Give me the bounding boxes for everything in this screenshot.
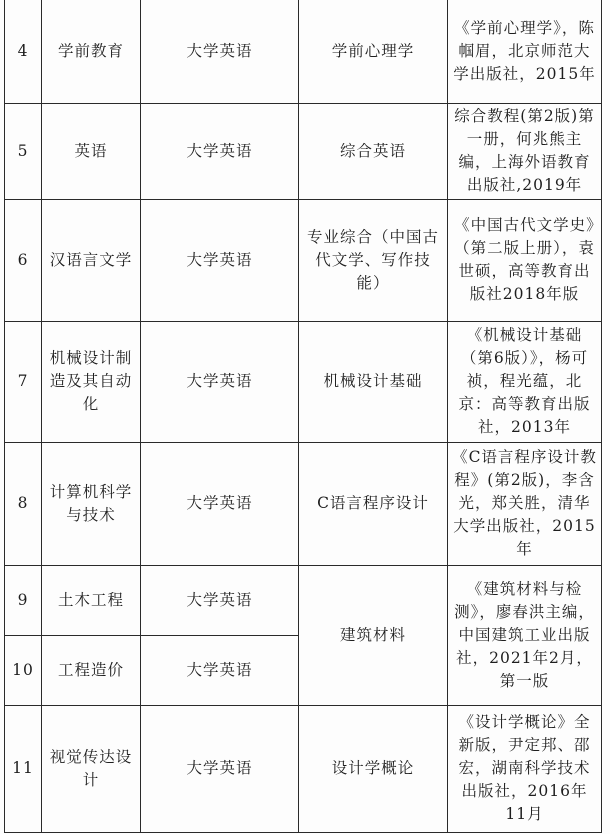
row-number: 7 [5,321,42,442]
major-cell: 土木工程 [42,565,141,635]
exam-subject-cell: 大学英语 [141,199,299,321]
major-cell: 英语 [42,103,141,199]
row-number: 4 [5,0,42,103]
course-cell: 机械设计基础 [299,321,448,442]
course-cell: 建筑材料 [299,565,448,705]
textbook-cell: 《学前心理学》，陈帼眉，北京师范大学出版社，2015年 [448,0,602,103]
course-table [4,0,602,833]
major-cell: 计算机科学与技术 [42,442,141,565]
major-cell: 学前教育 [42,0,141,103]
textbook-cell: 《建筑材料与检测》，廖春洪主编，中国建筑工业出版社，2021年2月，第一版 [448,565,602,705]
row-number: 5 [5,103,42,199]
major-cell: 机械设计制造及其自动化 [42,321,141,442]
course-cell: 综合英语 [299,103,448,199]
course-cell: C语言程序设计 [299,442,448,565]
textbook-cell: 《机械设计基础（第6版）》，杨可祯，程光蕴，北京：高等教育出版社，2013年 [448,321,602,442]
exam-subject-cell: 大学英语 [141,565,299,635]
row-number: 9 [5,565,42,635]
major-cell: 汉语言文学 [42,199,141,321]
course-cell: 专业综合（中国古代文学、写作技能） [299,199,448,321]
textbook-cell: 《设计学概论》全新版，尹定邦、邵宏，湖南科学技术出版社，2016年11月 [448,705,602,832]
exam-subject-cell: 大学英语 [141,442,299,565]
table-row [5,0,602,103]
course-cell: 设计学概论 [299,705,448,832]
row-number: 6 [5,199,42,321]
course-cell: 学前心理学 [299,0,448,103]
row-number: 8 [5,442,42,565]
exam-subject-cell: 大学英语 [141,635,299,705]
exam-subject-cell: 大学英语 [141,705,299,832]
table-row [5,199,602,321]
table-row [5,321,602,442]
table-row [5,442,602,565]
major-cell: 视觉传达设计 [42,705,141,832]
textbook-cell: 综合教程(第2版)第一册，何兆熊主编，上海外语教育出版社,2019年 [448,103,602,199]
table-row [5,565,602,635]
row-number: 11 [5,705,42,832]
textbook-cell: 《C语言程序设计教程》(第2版)，李含光，郑关胜，清华大学出版社，2015年 [448,442,602,565]
row-number: 10 [5,635,42,705]
table-row [5,103,602,199]
exam-subject-cell: 大学英语 [141,321,299,442]
exam-subject-cell: 大学英语 [141,103,299,199]
major-cell: 工程造价 [42,635,141,705]
textbook-cell: 《中国古代文学史》（第二版上册），袁世硕，高等教育出版社2018年版 [448,199,602,321]
table-row [5,705,602,832]
exam-subject-cell: 大学英语 [141,0,299,103]
